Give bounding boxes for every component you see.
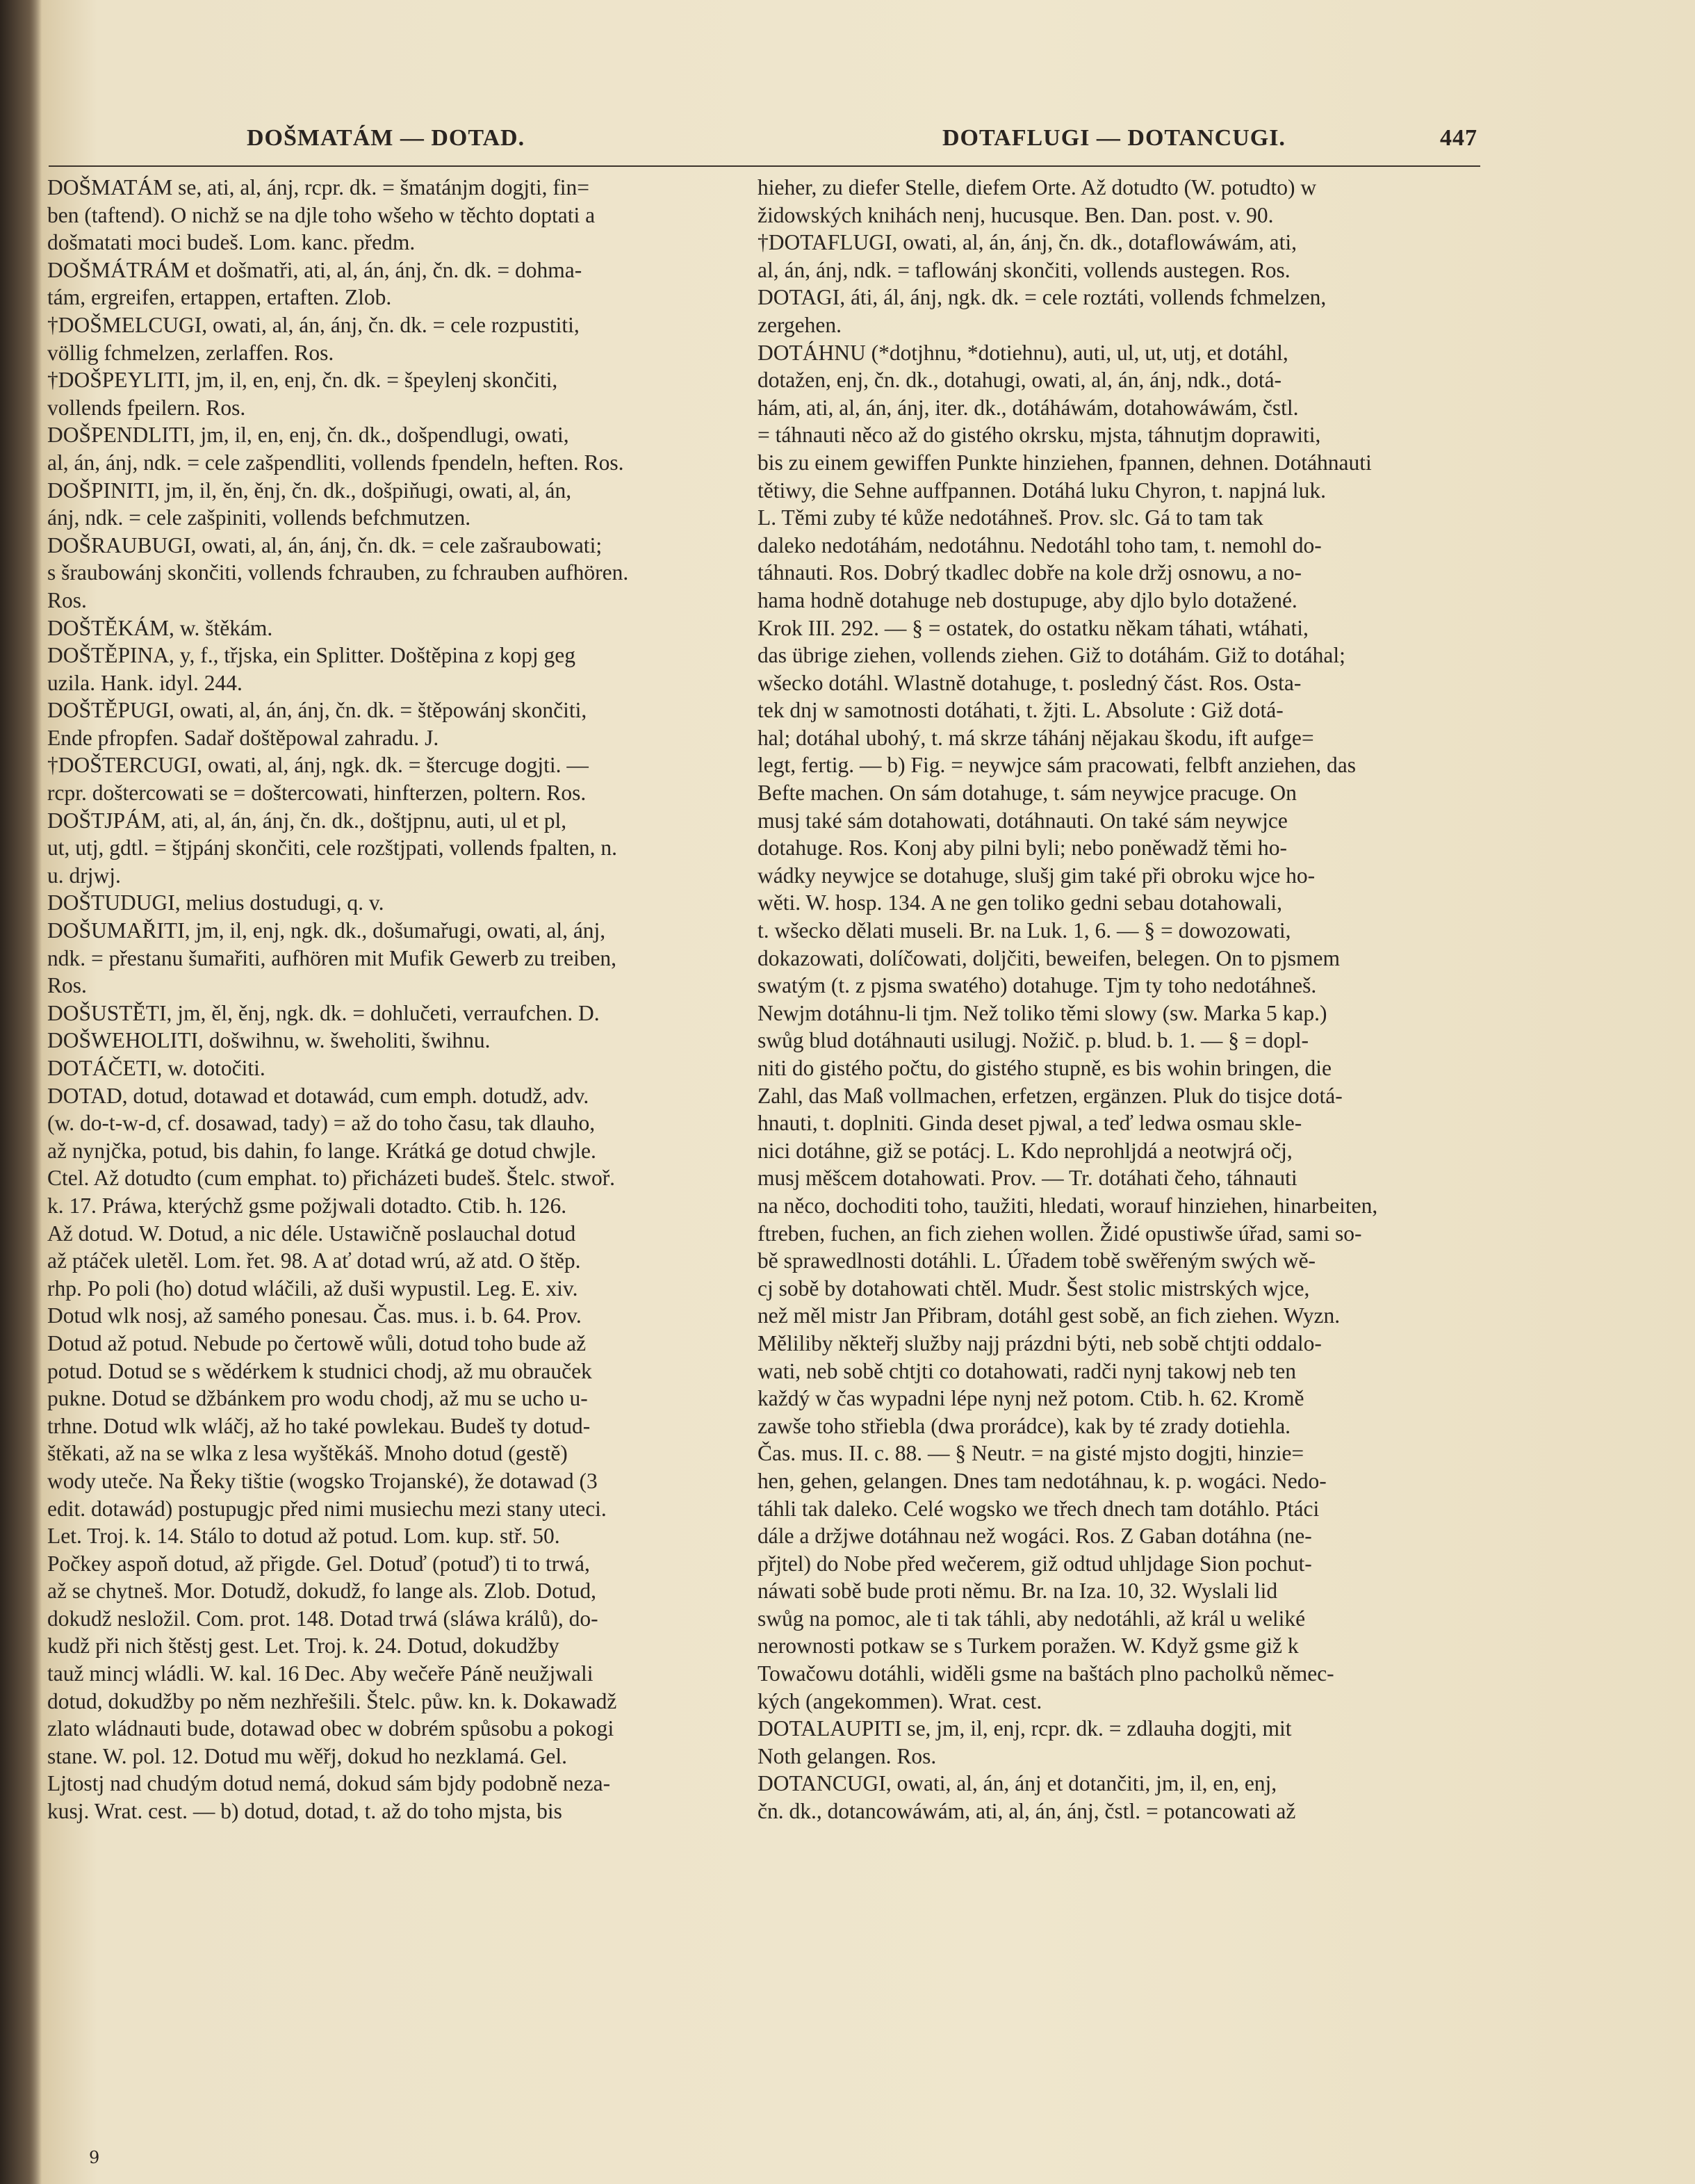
- dictionary-line: Až dotud. W. Dotud, a nic déle. Ustawičně poslauchal dotud: [47, 1221, 576, 1246]
- dictionary-line: na něco, dochoditi toho, taužiti, hledati, worauf hinziehen, hinarbeiten,: [758, 1193, 1378, 1218]
- dictionary-line: Měliliby někteřj služby najj prázdni býti, neb sobě chtjti oddalo-: [758, 1330, 1322, 1355]
- dictionary-line: das übrige ziehen, vollends ziehen. Giž to dotáhám. Giž to dotáhal;: [758, 643, 1345, 668]
- dictionary-line: vollends fpeilern. Ros.: [47, 395, 246, 420]
- dictionary-line: až se chytneš. Mor. Dotudž, dokudž, fo lange als. Zlob. Dotud,: [47, 1579, 596, 1604]
- dictionary-line: hieher, zu diefer Stelle, diefem Orte. Až dotudto (W. potudto) w: [758, 175, 1317, 199]
- dictionary-line: †DOTAFLUGI, owati, al, án, ánj, čn. dk., dotaflowáwám, ati,: [758, 230, 1297, 255]
- dictionary-line: Ros.: [47, 973, 87, 998]
- dictionary-line: wšecko dotáhl. Wlastně dotahuge, t. posledný část. Ros. Osta-: [758, 670, 1302, 695]
- right-column: [758, 174, 1480, 1825]
- dictionary-line: DOŠUMAŘITI, jm, il, enj, ngk. dk., došumařugi, owati, al, ánj,: [47, 918, 606, 943]
- dictionary-line: nerownosti potkaw se s Turkem poražen. W. Když gsme giž k: [758, 1633, 1299, 1659]
- dictionary-line: dokudž nesložil. Com. prot. 148. Dotad trwá (sláwa králů), do-: [47, 1606, 598, 1631]
- dictionary-line: u. drjwj.: [47, 863, 121, 888]
- dictionary-line: t. wšecko dělati museli. Br. na Luk. 1, 6. — § = dowozowati,: [758, 918, 1291, 943]
- dictionary-line: ftreben, fuchen, an fich ziehen wollen. Židé opustiwše úřad, sami so-: [758, 1221, 1362, 1246]
- dictionary-line: DOŠRAUBUGI, owati, al, án, ánj, čn. dk. = cele zašraubowati;: [47, 532, 603, 557]
- dictionary-line: DOŠTĚKÁM, w. štěkám.: [47, 615, 273, 640]
- dictionary-line: swůg na pomoc, ale ti tak táhli, aby nedotáhli, až král u weliké: [758, 1606, 1306, 1631]
- dictionary-line: †DOŠTERCUGI, owati, al, ánj, ngk. dk. = štercuge dogjti. —: [47, 753, 589, 778]
- header-rule: [49, 165, 1480, 167]
- dictionary-line: k. 17. Práwa, kterýchž gsme požjwali dotadto. Ctib. h. 126.: [47, 1193, 567, 1218]
- dictionary-line: DOŠPENDLITI, jm, il, en, enj, čn. dk., došpendlugi, owati,: [47, 423, 569, 448]
- dictionary-line: †DOŠMELCUGI, owati, al, án, ánj, čn. dk. = cele rozpustiti,: [47, 312, 580, 337]
- dictionary-line: †DOŠPEYLITI, jm, il, en, enj, čn. dk. = špeylenj skončiti,: [47, 368, 558, 393]
- dictionary-line: až nynjčka, potud, bis dahin, fo lange. Krátká ge dotud chwjle.: [47, 1138, 596, 1163]
- dictionary-line: ben (taftend). O nichž se na djle toho wšeho w těchto doptati a: [47, 202, 596, 227]
- dictionary-line: dotahuge. Ros. Konj aby pilni byli; nebo poněwadž těmi ho-: [758, 836, 1287, 861]
- dictionary-line: dále a držjwe dotáhnau než wogáci. Ros. Z Gaban dotáhna (ne-: [758, 1524, 1312, 1549]
- dictionary-line: tek dnj w samotnosti dotáhati, t. žjti. L. Absolute : Giž dotá-: [758, 698, 1284, 723]
- dictionary-line: = táhnauti něco až do gistého okrsku, mjsta, táhnutjm doprawiti,: [758, 423, 1321, 448]
- dictionary-line: táhli tak daleko. Celé wogsko we třech dnech tam dotáhlo. Ptáci: [758, 1496, 1320, 1521]
- dictionary-line: DOŠMATÁM se, ati, al, ánj, rcpr. dk. = šmatánjm dogjti, fin=: [47, 175, 590, 199]
- dictionary-line: než měl mistr Jan Přibram, dotáhl gest sobě, an fich ziehen. Wyzn.: [758, 1303, 1341, 1328]
- dictionary-line: wati, neb sobě chtjti co dotahowati, radči nynj takowj neb ten: [758, 1358, 1297, 1383]
- dictionary-line: každý w čas wypadni lépe nynj než potom. Ctib. h. 62. Kromě: [758, 1386, 1304, 1411]
- dictionary-line: hám, ati, al, án, ánj, iter. dk., dotáháwám, dotahowáwám, čstl.: [758, 395, 1299, 420]
- dictionary-line: rhp. Po poli (ho) dotud wláčili, až duši wypustil. Leg. E. xiv.: [47, 1276, 578, 1301]
- dictionary-line: musj také sám dotahowati, dotáhnauti. On také sám neywjce: [758, 808, 1288, 833]
- dictionary-line: cj sobě by dotahowati chtěl. Mudr. Šest stolic mistrských wjce,: [758, 1276, 1310, 1301]
- dictionary-line: edit. dotawád) postupugjc před nimi musiechu mezi stany uteci.: [47, 1496, 607, 1521]
- dictionary-line: Befte machen. On sám dotahuge, t. sám neywjce pracuge. On: [758, 781, 1297, 806]
- dictionary-line: (w. do-t-w-d, cf. dosawad, tady) = až do toho času, tak dlauho,: [47, 1111, 596, 1136]
- book-spine-shadow: [0, 0, 42, 2184]
- dictionary-line: ánj, ndk. = cele zašpiniti, vollends befchmutzen.: [47, 505, 471, 530]
- page-number: 447: [1440, 125, 1477, 151]
- dictionary-line: potud. Dotud se s wědérkem k studnici chodj, až mu obrauček: [47, 1358, 592, 1383]
- dictionary-line: DOŠTJPÁM, ati, al, án, ánj, čn. dk., doštjpnu, auti, ul et pl,: [47, 808, 567, 833]
- dictionary-line: tětiwy, die Sehne auffpannen. Dotáhá luku Chyron, t. napjná luk.: [758, 478, 1326, 503]
- dictionary-line: Počkey aspoň dotud, až přigde. Gel. Dotuď (potuď) ti to trwá,: [47, 1551, 590, 1576]
- dictionary-line: DOTAGI, áti, ál, ánj, ngk. dk. = cele roztáti, vollends fchmelzen,: [758, 285, 1327, 310]
- dictionary-line: legt, fertig. — b) Fig. = neywjce sám pracowati, felbft anziehen, das: [758, 753, 1356, 778]
- dictionary-line: DOŠWEHOLITI, došwihnu, w. šweholiti, šwihnu.: [47, 1028, 491, 1053]
- dictionary-line: Newjm dotáhnu-li tjm. Než toliko těmi slowy (sw. Marka 5 kap.): [758, 1000, 1327, 1025]
- dictionary-line: pukne. Dotud se džbánkem pro wodu chodj, až mu se ucho u-: [47, 1386, 588, 1411]
- dictionary-line: Ros.: [47, 587, 87, 612]
- dictionary-line: trhne. Dotud wlk wláčj, až ho také powlekau. Budeš ty dotud-: [47, 1413, 591, 1438]
- dictionary-line: Dotud wlk nosj, až samého ponesau. Čas. mus. i. b. 64. Prov.: [47, 1303, 582, 1328]
- dictionary-line: došmatati moci budeš. Lom. kanc. předm.: [47, 230, 416, 255]
- dictionary-line: zawše toho střiebla (dwa prorádce), kak by té zrady dotiehla.: [758, 1413, 1291, 1438]
- dictionary-line: daleko nedotáhám, nedotáhnu. Nedotáhl toho tam, t. nemohl do-: [758, 532, 1322, 557]
- dictionary-line: swatým (t. z pjsma swatého) dotahuge. Tjm ty toho nedotáhneš.: [758, 973, 1317, 998]
- dictionary-line: al, án, ánj, ndk. = taflowánj skončiti, vollends austegen. Ros.: [758, 257, 1291, 282]
- running-head-right: DOTAFLUGI — DOTANCUGI.: [942, 125, 1286, 151]
- dictionary-line: ut, utj, gdtl. = štjpánj skončiti, cele rozštjpati, vollends fpalten, n.: [47, 836, 617, 861]
- dictionary-line: přjtel) do Nobe před wečerem, giž odtud uhljdage Sion pochut-: [758, 1551, 1312, 1576]
- dictionary-line: stane. W. pol. 12. Dotud mu wěřj, dokud ho nezklamá. Gel.: [47, 1743, 568, 1768]
- dictionary-line: DOŠTĚPINA, y, f., třjska, ein Splitter. Doštěpina z kopj geg: [47, 643, 575, 668]
- dictionary-line: DOŠUSTĚTI, jm, ěl, ěnj, ngk. dk. = dohlučeti, verraufchen. D.: [47, 1000, 600, 1025]
- dictionary-line: hen, gehen, gelangen. Dnes tam nedotáhnau, k. p. wogáci. Nedo-: [758, 1468, 1327, 1493]
- dictionary-line: tauž mincj wládli. W. kal. 16 Dec. Aby wečeře Páně neužjwali: [47, 1661, 593, 1686]
- dictionary-line: s šraubowánj skončiti, vollends fchrauben, zu fchrauben aufhören.: [47, 560, 629, 585]
- dictionary-line: DOTALAUPITI se, jm, il, enj, rcpr. dk. = zdlauha dogjti, mit: [758, 1716, 1292, 1741]
- left-column: [47, 174, 742, 1825]
- running-head-left: DOŠMATÁM — DOTAD.: [247, 125, 525, 151]
- dictionary-line: hnauti, t. doplniti. Ginda deset pjwal, a teď ledwa osmau skle-: [758, 1111, 1302, 1136]
- dictionary-line: bis zu einem gewiffen Punkte hinziehen, fpannen, dehnen. Dotáhnauti: [758, 450, 1372, 475]
- dictionary-line: zergehen.: [758, 312, 842, 337]
- dictionary-line: al, án, ánj, ndk. = cele zašpendliti, vollends fpendeln, heften. Ros.: [47, 450, 624, 475]
- dictionary-line: Ljtostj nad chudým dotud nemá, dokud sám bjdy podobně neza-: [47, 1771, 611, 1796]
- dictionary-line: táhnauti. Ros. Dobrý tkadlec dobře na kole držj osnowu, a no-: [758, 560, 1302, 585]
- dictionary-line: hal; dotáhal ubohý, t. má skrze táhánj nějakau škodu, ift aufge=: [758, 725, 1314, 750]
- dictionary-line: nici dotáhne, giž se potácj. L. Kdo neprohljdá a neotwjrá očj,: [758, 1138, 1293, 1163]
- dictionary-line: kých (angekommen). Wrat. cest.: [758, 1688, 1042, 1713]
- dictionary-line: musj měšcem dotahowati. Prov. — Tr. dotáhati čeho, táhnauti: [758, 1166, 1297, 1191]
- dictionary-line: Dotud až potud. Nebude po čertowě wůli, dotud toho bude až: [47, 1330, 587, 1355]
- dictionary-line: štěkati, až na se wlka z lesa wyštěkáš. Mnoho dotud (gestě): [47, 1441, 568, 1466]
- dictionary-line: swůg blud dotáhnauti usilugj. Nožič. p. blud. b. 1. — § = dopl-: [758, 1028, 1309, 1053]
- dictionary-line: hama hodně dotahuge neb dostupuge, aby djlo bylo dotažené.: [758, 587, 1297, 612]
- dictionary-line: wěti. W. hosp. 134. A ne gen toliko gedni sebau dotahowali,: [758, 890, 1283, 915]
- dictionary-line: Zahl, das Maß vollmachen, erfetzen, ergänzen. Pluk do tisjce dotá-: [758, 1083, 1343, 1108]
- dictionary-line: DOŠTUDUGI, melius dostudugi, q. v.: [47, 890, 384, 915]
- dictionary-line: Čas. mus. II. c. 88. — § Neutr. = na gisté mjsto dogjti, hinzie=: [758, 1441, 1304, 1466]
- dictionary-line: L. Těmi zuby té kůže nedotáhneš. Prov. slc. Gá to tam tak: [758, 505, 1263, 530]
- dictionary-line: Krok III. 292. — § = ostatek, do ostatku někam táhati, wtáhati,: [758, 615, 1309, 640]
- dictionary-line: wádky neywjce se dotahuge, slušj gim také při obroku wjce ho-: [758, 863, 1316, 888]
- dictionary-line: DOŠPINITI, jm, il, ěn, ěnj, čn. dk., došpiňugi, owati, al, án,: [47, 478, 572, 503]
- dictionary-line: DOTAD, dotud, dotawad et dotawád, cum emph. dotudž, adv.: [47, 1083, 589, 1108]
- dictionary-line: dotažen, enj, čn. dk., dotahugi, owati, al, án, ánj, ndk., dotá-: [758, 368, 1282, 393]
- dictionary-line: DOTÁČETI, w. dotočiti.: [47, 1056, 265, 1080]
- dictionary-line: kusj. Wrat. cest. — b) dotud, dotad, t. až do toho mjsta, bis: [47, 1799, 562, 1824]
- dictionary-line: až ptáček uletěl. Lom. řet. 98. A ať dotad wrú, až atd. O štěp.: [47, 1248, 581, 1273]
- dictionary-line: židowských knihách nenj, hucusque. Ben. Dan. post. v. 90.: [758, 202, 1274, 227]
- dictionary-line: wody uteče. Na Řeky tištie (wogsko Trojanské), že dotawad (3: [47, 1468, 598, 1493]
- dictionary-line: völlig fchmelzen, zerlaffen. Ros.: [47, 340, 334, 365]
- dictionary-line: náwati sobě bude proti němu. Br. na Iza. 10, 32. Wyslali lid: [758, 1579, 1278, 1604]
- dictionary-line: rcpr. doštercowati se = doštercowati, hinfterzen, poltern. Ros.: [47, 781, 587, 806]
- dictionary-line: DOTANCUGI, owati, al, án, ánj et dotančiti, jm, il, en, enj,: [758, 1771, 1277, 1796]
- dictionary-line: Ende pfropfen. Sadař doštěpowal zahradu. J.: [47, 725, 439, 750]
- dictionary-line: kudž při nich štěstj gest. Let. Troj. k. 24. Dotud, dokudžby: [47, 1633, 559, 1659]
- dictionary-line: Towačowu dotáhli, widěli gsme na baštách plno pacholků němec-: [758, 1661, 1334, 1686]
- footer-mark: 9: [89, 2148, 100, 2167]
- dictionary-line: DOTÁHNU (*dotjhnu, *dotiehnu), auti, ul, ut, utj, et dotáhl,: [758, 340, 1288, 365]
- dictionary-line: bě sprawedlnosti dotáhli. L. Úřadem tobě swěřeným swých wě-: [758, 1248, 1316, 1273]
- dictionary-line: dokazowati, dolíčowati, doljčiti, beweifen, belegen. On to pjsmem: [758, 945, 1341, 970]
- dictionary-line: DOŠTĚPUGI, owati, al, án, ánj, čn. dk. = štěpowánj skončiti,: [47, 698, 587, 723]
- dictionary-line: Let. Troj. k. 14. Stálo to dotud až potud. Lom. kup. stř. 50.: [47, 1524, 560, 1549]
- dictionary-line: uzila. Hank. idyl. 244.: [47, 670, 243, 695]
- dictionary-line: DOŠMÁTRÁM et došmatři, ati, al, án, ánj, čn. dk. = dohma-: [47, 257, 582, 282]
- dictionary-line: dotud, dokudžby po něm nezhřešili. Štelc. půw. kn. k. Dokawadž: [47, 1688, 617, 1713]
- dictionary-line: ndk. = přestanu šumařiti, aufhören mit Mufik Gewerb zu treiben,: [47, 945, 617, 970]
- dictionary-line: čn. dk., dotancowáwám, ati, al, án, ánj, čstl. = potancowati až: [758, 1799, 1296, 1824]
- dictionary-line: Ctel. Až dotudto (cum emphat. to) přicházeti budeš. Štelc. stwoř.: [47, 1166, 616, 1191]
- dictionary-line: Noth gelangen. Ros.: [758, 1743, 937, 1768]
- dictionary-line: zlato wládnauti bude, dotawad obec w dobrém spůsobu a pokogi: [47, 1716, 614, 1741]
- dictionary-line: niti do gistého počtu, do gistého stupně, es bis wohin bringen, die: [758, 1056, 1332, 1080]
- dictionary-line: tám, ergreifen, ertappen, ertaften. Zlob.: [47, 285, 392, 310]
